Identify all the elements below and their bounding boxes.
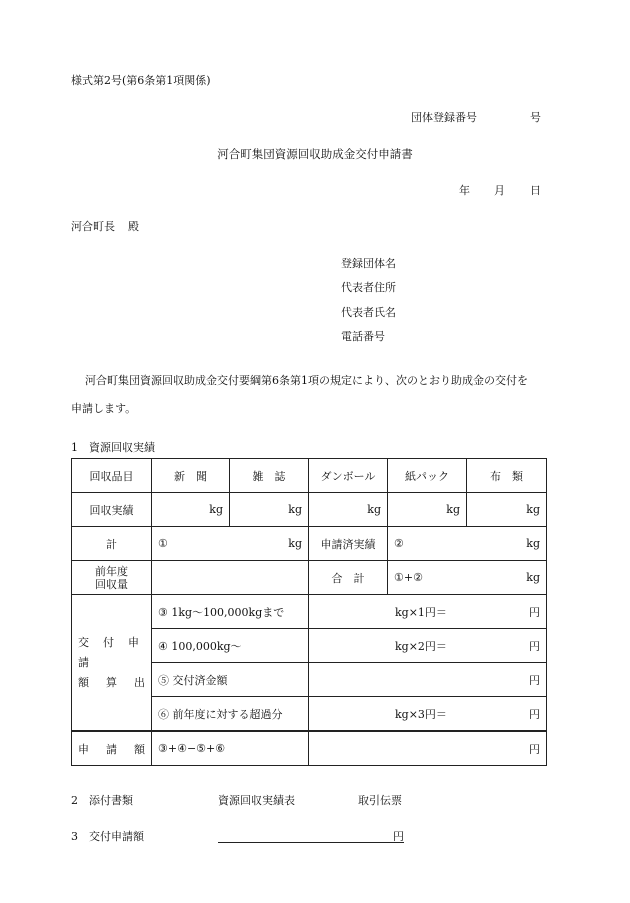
- calc-amount-1: [309, 595, 547, 629]
- body-paragraph-line1: 河合町集団資源回収助成金交付要綱第6条第1項の規定により、次のとおり助成金の交付を: [85, 374, 528, 387]
- item-magazine: 雑 誌: [230, 459, 309, 493]
- registration-suffix: 号: [530, 111, 541, 124]
- sum-cell: [388, 561, 547, 595]
- section3-yen: 円: [393, 830, 404, 843]
- addressee-honorific: 殿: [128, 220, 139, 233]
- prev-year-label-1: 前年度: [95, 564, 128, 578]
- calc-desc-1: ③ 1kg～100,000kgまで: [152, 595, 309, 629]
- page-title: 河合町集団資源回収助成金交付申請書: [217, 147, 413, 161]
- result-paper-pack-unit: kg: [388, 493, 467, 527]
- attachment-doc1: 資源回収実績表: [218, 794, 295, 807]
- apply-yen: 円: [529, 742, 540, 756]
- table-row-results: [72, 493, 547, 527]
- calc-rate-1: kg×1円＝: [395, 605, 447, 619]
- rep-address-label: 代表者住所: [341, 281, 396, 294]
- prev-year-value: [152, 561, 309, 595]
- calc-yen-4: 円: [529, 707, 540, 721]
- sum-formula: ①+②: [394, 571, 423, 584]
- total-cell: [152, 527, 309, 561]
- addressee: 河合町長: [71, 220, 115, 233]
- item-newspaper: 新 聞: [152, 459, 230, 493]
- prev-year-label-2: 回収量: [95, 577, 128, 591]
- date-year: 年: [459, 184, 470, 197]
- table-header-row: [72, 459, 547, 493]
- calc-amount-2: [309, 629, 547, 663]
- total-marker: ①: [158, 537, 168, 550]
- item-header: 回収品目: [72, 459, 152, 493]
- table-row-total: [72, 527, 547, 561]
- calc-amount-4: [309, 697, 547, 732]
- applied-marker: ②: [394, 537, 404, 550]
- registration-label: 団体登録番号: [411, 111, 477, 124]
- prev-year-label: [72, 561, 152, 595]
- date-month: 月: [494, 184, 505, 197]
- phone-label: 電話番号: [341, 330, 385, 343]
- section1-heading: 1 資源回収実績: [71, 441, 155, 454]
- calc-desc-3: ⑤ 交付済金額: [152, 663, 309, 697]
- calc-amount-3: [309, 663, 547, 697]
- result-cloth-unit: kg: [467, 493, 547, 527]
- applied-unit: kg: [526, 537, 540, 550]
- item-cloth: 布 類: [467, 459, 547, 493]
- collection-table: [71, 458, 547, 766]
- date-day: 日: [530, 184, 541, 197]
- calc-rate-4: kg×3円＝: [395, 707, 447, 721]
- sum-label: 合 計: [309, 561, 388, 595]
- apply-label: 申 請 額: [72, 731, 152, 766]
- item-paper-pack: 紙パック: [388, 459, 467, 493]
- result-newspaper-unit: kg: [152, 493, 230, 527]
- calc-desc-4: ⑥ 前年度に対する超過分: [152, 697, 309, 732]
- calc-yen-1: 円: [529, 605, 540, 619]
- calc-label: [72, 595, 152, 732]
- apply-amount: [309, 731, 547, 766]
- calc-yen-2: 円: [529, 639, 540, 653]
- section2-heading: 2 添付書類: [71, 794, 133, 807]
- total-unit: kg: [288, 537, 302, 550]
- calc-label-1: 交付申請: [78, 635, 145, 669]
- sum-unit: kg: [526, 571, 540, 584]
- result-label: 回収実績: [72, 493, 152, 527]
- result-magazine-unit: kg: [230, 493, 309, 527]
- table-row-calc-1: [72, 595, 547, 629]
- calc-yen-3: 円: [529, 673, 540, 687]
- total-label: 計: [72, 527, 152, 561]
- calc-label-2: 額 算 出: [78, 675, 145, 689]
- table-row-prev-year: [72, 561, 547, 595]
- applied-cell: [388, 527, 547, 561]
- rep-name-label: 代表者氏名: [341, 306, 396, 319]
- calc-rate-2: kg×2円＝: [395, 639, 447, 653]
- table-row-apply: [72, 731, 547, 766]
- body-paragraph-line2: 申請します。: [71, 402, 137, 415]
- result-cardboard-unit: kg: [309, 493, 388, 527]
- attachment-doc2: 取引伝票: [358, 794, 402, 807]
- calc-desc-2: ④ 100,000kg～: [152, 629, 309, 663]
- section3-heading: 3 交付申請額: [71, 830, 144, 843]
- applied-label: 申請済実績: [309, 527, 388, 561]
- apply-formula: ③+④−⑤+⑥: [152, 731, 309, 766]
- apply-amount-field: [218, 828, 404, 843]
- form-number: 様式第2号(第6条第1項関係): [71, 74, 211, 87]
- item-cardboard: ダンボール: [309, 459, 388, 493]
- org-name-label: 登録団体名: [341, 257, 396, 270]
